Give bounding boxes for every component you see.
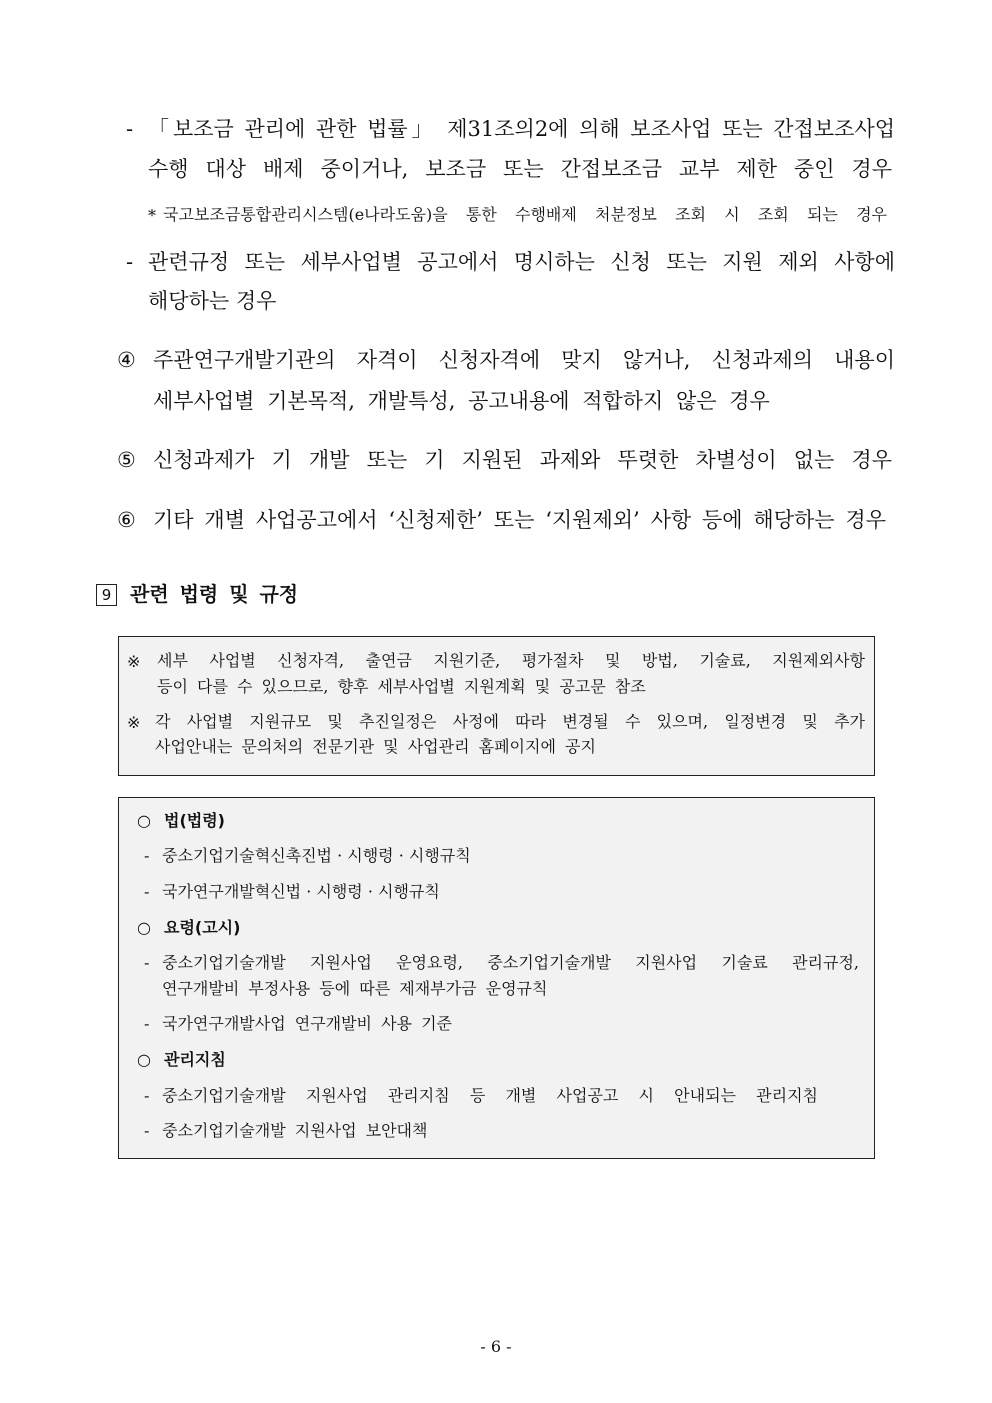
section-number-box: 9 [96,584,117,606]
group-title: 법(법령) [164,811,225,830]
law-item: 중소기업기술개발 지원사업 관리지침 등 개별 사업공고 시 안내되는 관리지침 [162,1086,818,1105]
note-line: 국고보조금통합관리시스템(e나라도움)을 통한 수행배제 처분정보 조회 시 조회 되는 경우 [163,205,887,224]
section-heading: 관련 법령 및 규정 [130,582,299,606]
law-item: 연구개발비 부정사용 등에 따른 제재부가금 운영규칙 [162,979,548,998]
bullet-dash: - [126,250,134,274]
bullet-dash: - [144,1086,150,1105]
text-line: 관련규정 또는 세부사업별 공고에서 명시하는 신청 또는 지원 제외 사항에 [148,250,895,274]
bullet-dash: - [144,953,150,972]
law-item: 국가연구개발사업 연구개발비 사용 기준 [162,1014,453,1033]
page-number: - 6 - [480,1337,512,1356]
circle-bullet: ○ [137,811,151,830]
law-item: 중소기업기술혁신촉진법 · 시행령 · 시행규칙 [162,846,471,865]
circled-number: ⑤ [117,448,136,472]
text-line: 해당하는 경우 [148,289,277,313]
law-item: 중소기업기술개발 지원사업 보안대책 [162,1121,428,1140]
circled-number: ④ [117,348,136,372]
text-line: 세부사업별 기본목적, 개발특성, 공고내용에 적합하지 않은 경우 [153,389,770,413]
reference-mark: ※ [127,652,141,671]
circled-number: ⑥ [117,508,136,532]
notice-line: 세부 사업별 신청자격, 출연금 지원기준, 평가절차 및 방법, 기술료, 지원제외사항 [157,651,865,670]
circle-bullet: ○ [137,1050,151,1069]
circle-bullet: ○ [137,918,151,937]
asterisk-mark: * [148,206,156,225]
law-item: 중소기업기술개발 지원사업 운영요령, 중소기업기술개발 지원사업 기술료 관리규정, [162,953,859,972]
law-item: 국가연구개발혁신법 · 시행령 · 시행규칙 [162,882,440,901]
reference-mark: ※ [127,713,141,732]
notice-line: 등이 다를 수 있으므로, 향후 세부사업별 지원계획 및 공고문 참조 [157,677,646,696]
bullet-dash: - [144,1014,150,1033]
group-title: 관리지침 [164,1050,226,1069]
notice-line: 각 사업별 지원규모 및 추진일정은 사정에 따라 변경될 수 있으며, 일정변경 및 추가 [155,712,865,731]
bullet-dash: - [144,846,150,865]
group-title: 요령(고시) [164,918,241,937]
bullet-dash: - [144,1121,150,1140]
text-line: 「보조금 관리에 관한 법률」 제31조의2에 의해 보조사업 또는 간접보조사업 [148,117,895,141]
text-line: 기타 개별 사업공고에서 ‘신청제한’ 또는 ‘지원제외’ 사항 등에 해당하는 경우 [153,508,886,532]
text-line: 신청과제가 기 개발 또는 기 지원된 과제와 뚜렷한 차별성이 없는 경우 [153,448,892,472]
notice-line: 사업안내는 문의처의 전문기관 및 사업관리 홈페이지에 공지 [155,737,596,756]
bullet-dash: - [126,117,134,141]
text-line: 수행 대상 배제 중이거나, 보조금 또는 간접보조금 교부 제한 중인 경우 [148,157,892,181]
bullet-dash: - [144,882,150,901]
text-line: 주관연구개발기관의 자격이 신청자격에 맞지 않거나, 신청과제의 내용이 [153,348,895,372]
